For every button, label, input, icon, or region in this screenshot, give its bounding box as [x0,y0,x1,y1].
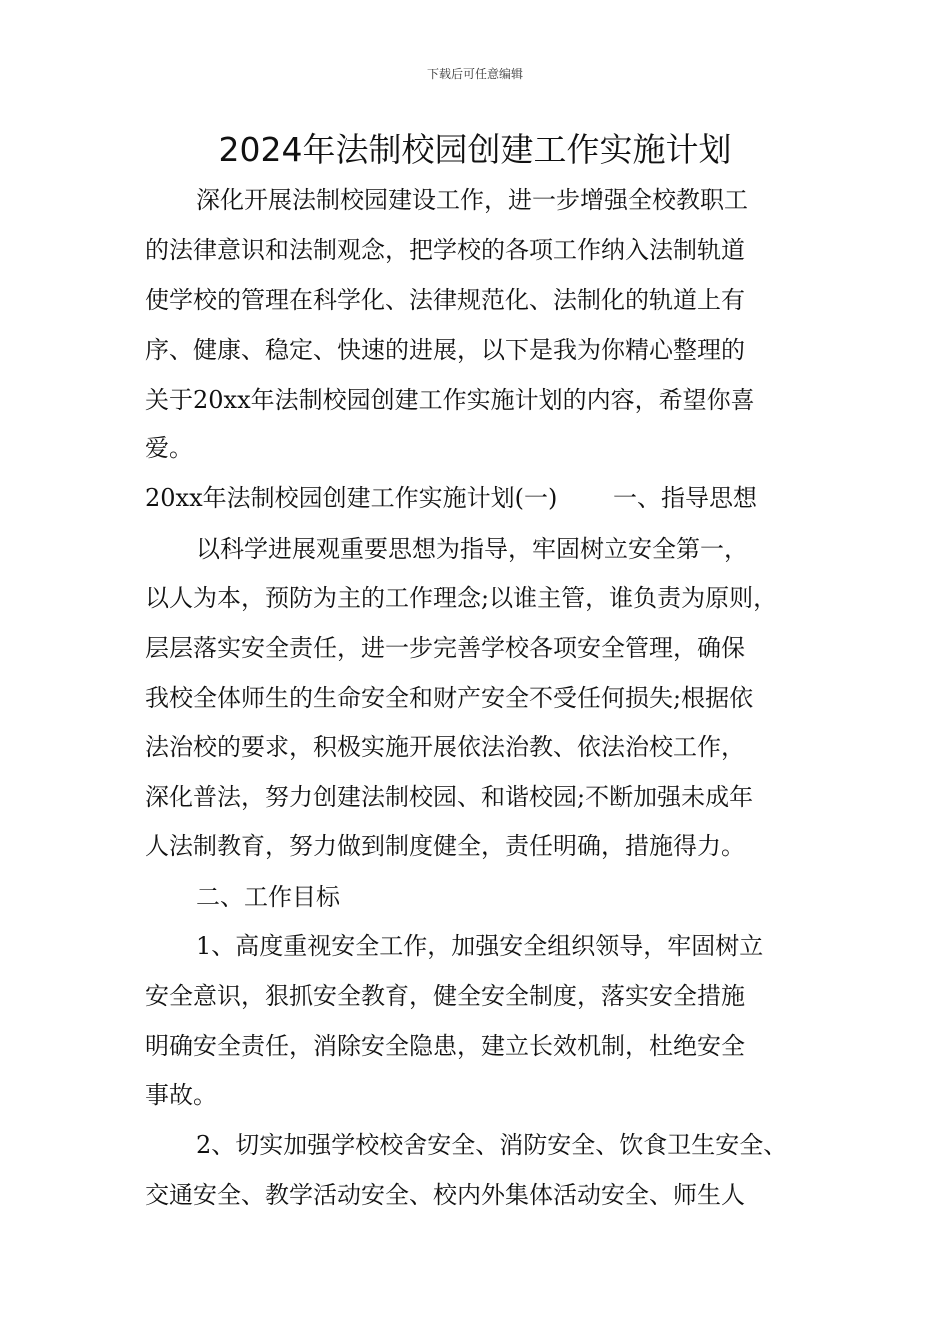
body-line: 序、健康、稳定、快速的进展，以下是我为你精心整理的 [145,336,745,364]
body-line: 的法律意识和法制观念，把学校的各项工作纳入法制轨道 [145,236,745,264]
body-line: 安全意识，狠抓安全教育，健全安全制度，落实安全措施 [145,982,745,1010]
body-line: 明确安全责任，消除安全隐患，建立长效机制，杜绝安全 [145,1032,745,1060]
body-line: 以人为本，预防为主的工作理念;以谁主管，谁负责为原则， [145,584,778,612]
document-title: 2024年法制校园创建工作实施计划 [218,130,732,169]
body-line: 2、切实加强学校校舍安全、消防安全、饮食卫生安全、 [196,1131,788,1159]
section-heading-line: 20xx年法制校园创建工作实施计划(一) 一、指导思想 [145,484,757,512]
body-line: 层层落实安全责任，进一步完善学校各项安全管理，确保 [145,634,745,662]
header-note: 下载后可任意编辑 [426,67,523,81]
body-line: 法治校的要求，积极实施开展依法治教、依法治校工作， [145,733,745,761]
body-line: 关于20xx年法制校园创建工作实施计划的内容，希望你喜 [145,386,755,414]
body-line: 我校全体师生的生命安全和财产安全不受任何损失;根据依 [145,684,754,712]
body-line: 1、高度重视安全工作，加强安全组织领导，牢固树立 [196,932,764,960]
section-heading: 二、工作目标 [196,883,340,911]
body-line: 深化普法，努力创建法制校园、和谐校园;不断加强未成年 [145,783,754,811]
body-line: 以科学进展观重要思想为指导，牢固树立安全第一， [196,535,748,563]
body-line: 交通安全、教学活动安全、校内外集体活动安全、师生人 [145,1181,745,1209]
body-line: 人法制教育，努力做到制度健全，责任明确，措施得力。 [145,832,745,860]
body-line: 深化开展法制校园建设工作，进一步增强全校教职工 [196,186,748,214]
body-line: 事故。 [145,1081,217,1109]
body-line: 爱。 [145,434,193,462]
body-line: 使学校的管理在科学化、法律规范化、法制化的轨道上有 [145,286,745,314]
